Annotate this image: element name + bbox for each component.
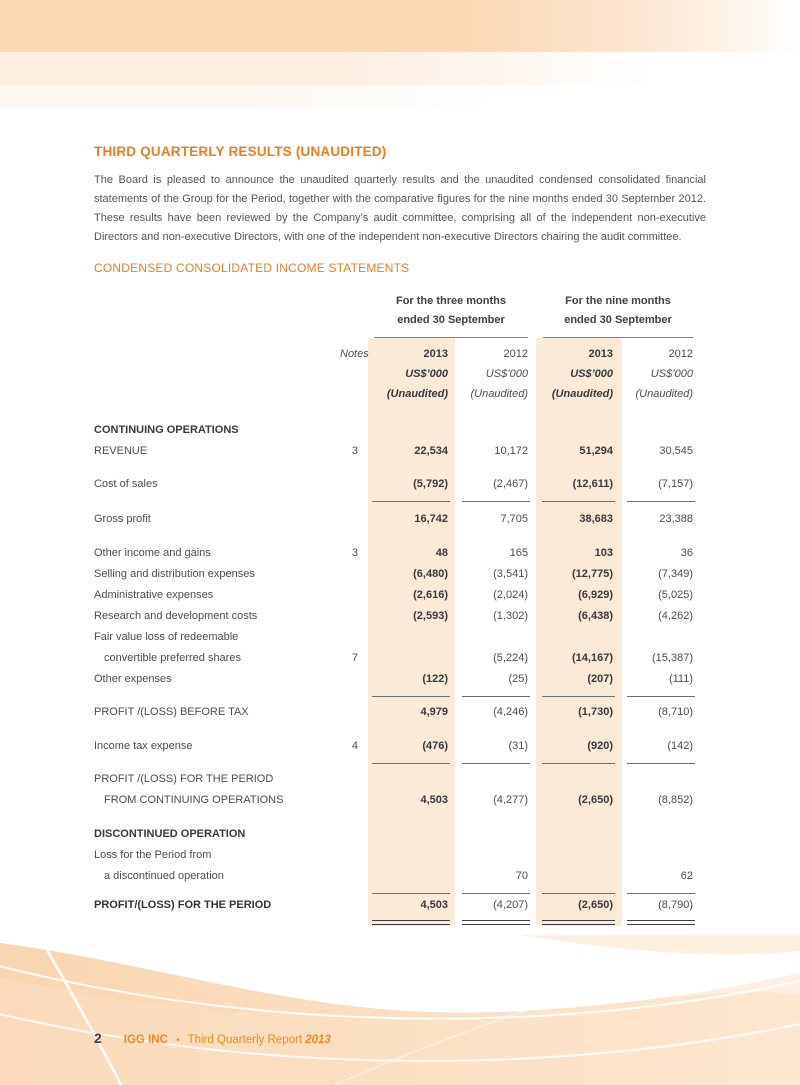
col-unit-2012b: US$’000 [650,368,693,380]
table-row-section: CONTINUING OPERATIONS [94,424,239,436]
table-row: Gross profit 16,742 7,705 38,683 23,388 [94,513,693,525]
notes-column-label: Notes [340,348,369,360]
header-gradient-band-3 [0,85,800,108]
col-status-2012a: (Unaudited) [470,388,528,400]
page-content [94,144,706,926]
table-row: Selling and distribution expenses (6,480) (3,541) (12,775) (7,349) [94,568,693,580]
table-row: Other income and gains 3 48 165 103 36 [94,547,693,559]
table-row-section: DISCONTINUED OPERATION [94,828,246,840]
col-unit-2012a: US$’000 [485,368,528,380]
table-row: REVENUE 3 22,534 10,172 51,294 30,545 [94,445,693,457]
table-row: Fair value loss of redeemable [94,631,239,643]
footer-report-title [124,1034,331,1046]
table-row: a discontinued operation 70 62 [94,866,706,887]
table-row: PROFIT /(LOSS) FOR THE PERIOD [94,773,274,785]
footer-swoosh-graphic [0,935,800,1085]
col-year-2012a: 2012 [503,348,528,360]
col-unit-2013a: US$’000 [405,368,448,380]
table-row: FROM CONTINUING OPERATIONS 4,503 (4,277) (2,650) (8,852) [104,794,693,806]
col-status-2012b: (Unaudited) [635,388,693,400]
column-unit-row [94,364,706,384]
table-row: Administrative expenses (2,616) (2,024) (6,929) (5,025) [94,589,693,601]
footer-report-name: Third Quarterly Report [187,1034,303,1046]
table-row: Other expenses (122) (25) (207) (111) [94,669,706,690]
col-unit-2013b: US$’000 [570,368,613,380]
group-header-nine-months: For the nine months ended 30 September [543,292,693,338]
col-year-2012b: 2012 [668,348,693,360]
statement-heading: CONDENSED CONSOLIDATED INCOME STATEMENTS [94,261,410,275]
table-row: Loss for the Period from [94,849,212,861]
col-year-2013b: 2013 [588,348,613,360]
table-row: Income tax expense 4 (476) (31) (920) (142) [94,736,706,757]
table-row: Research and development costs (2,593) (1,302) (6,438) (4,262) [94,610,693,622]
header-gradient-band-1 [0,0,800,52]
table-row: convertible preferred shares 7 (5,224) (14,167) (15,387) [104,652,693,664]
group-header-three-months: For the three months ended 30 September [374,292,528,338]
page-footer [94,1030,331,1046]
table-row-total: PROFIT/(LOSS) FOR THE PERIOD 4,503 (4,207) (2,650) (8,790) [94,895,706,916]
header-gradient-band-2 [0,52,800,85]
column-year-row [94,344,706,364]
income-statement-table [94,292,706,926]
col-status-2013b: (Unaudited) [551,388,613,400]
section-title: THIRD QUARTERLY RESULTS (UNAUDITED) [94,144,387,159]
intro-paragraph: The Board is pleased to announce the unaudited quarterly results and the unaudited condensed consolidated financial statements of the Group for the Period, together with the comparative figures for the nine months ended 30 September 2012. These results have been reviewed by the Company’s audit committee, comprising all of the independent non-executive Directors and non-executive Directors, with one of the independent non-executive Directors chairing the audit committee. [94,174,706,243]
table-row: Cost of sales (5,792) (2,467) (12,611) (7,157) [94,474,706,495]
page-number: 2 [94,1030,102,1046]
col-status-2013a: (Unaudited) [386,388,448,400]
table-row: PROFIT /(LOSS) BEFORE TAX 4,979 (4,246) (1,730) (8,710) [94,706,693,718]
col-year-2013a: 2013 [423,348,448,360]
footer-brand: IGG INC [123,1034,168,1046]
period-group-header [94,292,706,338]
column-status-row [94,384,706,404]
footer-bullet-icon: • [176,1035,180,1046]
footer-report-year: 2013 [305,1034,331,1046]
